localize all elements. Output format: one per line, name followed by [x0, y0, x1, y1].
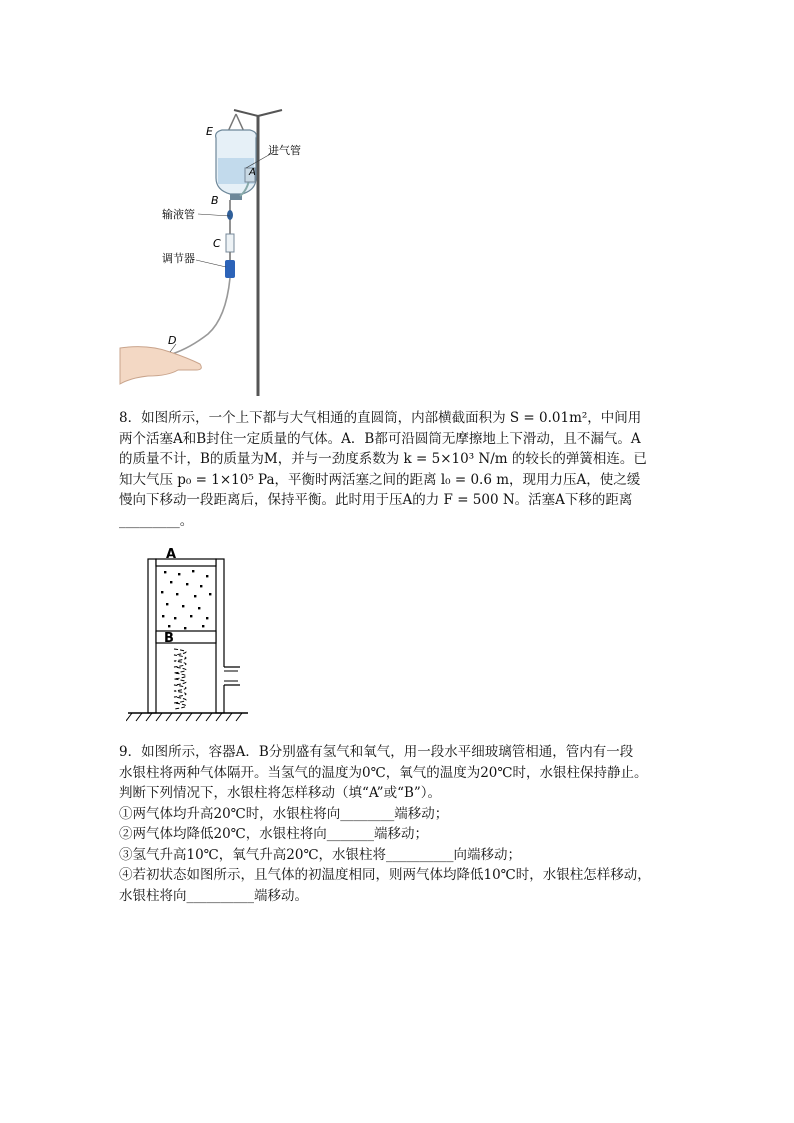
q9-line-3: 判断下列情况下，水银柱将怎样移动（填“A”或“B”）。	[119, 785, 442, 801]
q8-line-1: 8．如图所示，一个上下都与大气相通的直圆筒，内部横截面积为 S = 0.01m²，中间用	[119, 410, 642, 426]
label-c: C	[213, 237, 221, 250]
label-e: E	[206, 125, 213, 138]
q9-line-8: 水银柱将向__________端移动。	[119, 887, 308, 904]
label-a: A	[249, 167, 256, 178]
q9-line-6: ③氢气升高10℃，氧气升高20℃，水银柱将__________向端移动；	[119, 846, 522, 863]
piston-a	[156, 559, 216, 566]
label-regulator: 调节器	[162, 252, 195, 265]
question-9	[119, 742, 679, 906]
label-b: B	[211, 194, 219, 207]
label-piston-a: A	[166, 547, 177, 562]
spring	[174, 649, 186, 709]
stand-hook	[234, 110, 282, 116]
q8-line-3: 的质量不计，B的质量为M，并与一劲度系数为 k = 5×10³ N/m 的较长的弹簧相连。已	[119, 451, 647, 467]
q9-line-7: ④若初状态如图所示，且气体的初温度相同，则两气体均降低10℃时，水银柱怎样移动，	[119, 867, 651, 883]
regulator	[225, 260, 235, 278]
q9-line-1: 9．如图所示，容器A．B分别盛有氢气和氧气，用一段水平细玻璃管相通，管内有一段	[119, 744, 634, 760]
drip-chamber	[226, 234, 234, 252]
drip-clip	[227, 210, 233, 220]
iv-drip-figure	[118, 108, 328, 398]
gas-particles	[161, 570, 211, 629]
question-8	[119, 408, 679, 531]
label-d: D	[168, 334, 177, 347]
q9-line-4: ①两气体均升高20℃时，水银柱将向________端移动；	[119, 805, 449, 822]
hand	[120, 347, 201, 384]
q9-line-5: ②两气体均降低20℃，水银柱将向_______端移动；	[119, 826, 429, 842]
infusion-tube	[172, 278, 230, 354]
q9-line-2: 水银柱将两种气体隔开。当氢气的温度为0℃，氧气的温度为20℃时，水银柱保持静止。	[119, 764, 648, 781]
q8-line-5: 慢向下移动一段距离后，保持平衡。此时用于压A的力 F = 500 N。活塞A下移的距离	[119, 492, 633, 508]
label-inlet-tube: 进气管	[268, 144, 301, 157]
cylinder-figure	[126, 545, 251, 725]
label-infusion-tube: 输液管	[162, 208, 195, 221]
q8-line-4: 知大气压 p₀ = 1×10⁵ Pa，平衡时两活塞之间的距离 l₀ = 0.6 m，现用力压A，使之缓	[119, 471, 641, 488]
label-piston-b: B	[164, 631, 174, 646]
q8-line-6: _________。	[119, 512, 194, 529]
q8-line-2: 两个活塞A和B封住一定质量的气体。A．B都可沿圆筒无摩擦地上下滑动，且不漏气。A	[119, 430, 641, 447]
cylinder-left-wall	[148, 559, 156, 713]
cylinder-right-wall	[216, 559, 224, 713]
ground-hatch	[126, 713, 242, 721]
